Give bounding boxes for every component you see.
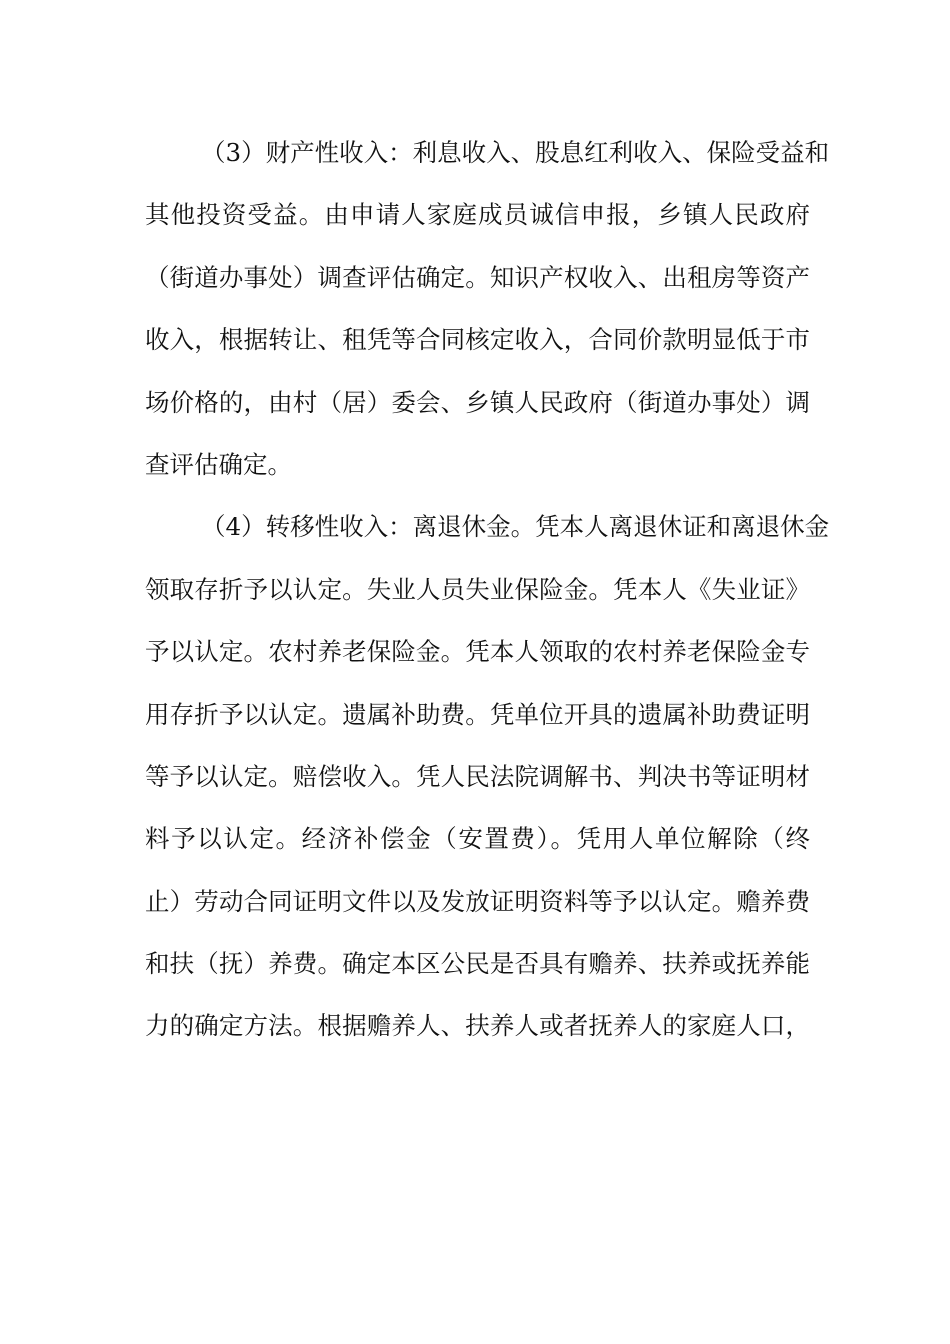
paragraph-4-line-8: 和扶（抚）养费。确定本区公民是否具有赡养、扶养或抚养能: [145, 949, 810, 979]
paragraph-4-line-3: 予以认定。农村养老保险金。凭本人领取的农村养老保险金专: [145, 637, 810, 667]
paragraph-3-line-3: （街道办事处）调查评估确定。知识产权收入、出租房等资产: [145, 262, 810, 292]
paragraph-3-line-6: 查评估确定。: [145, 449, 292, 479]
paragraph-4-line-4: 用存折予以认定。遗属补助费。凭单位开具的遗属补助费证明: [145, 699, 810, 729]
paragraph-4-line-2: 领取存折予以认定。失业人员失业保险金。凭本人《失业证》: [145, 574, 810, 604]
paragraph-4-line-9: 力的确定方法。根据赡养人、扶养人或者抚养人的家庭人口，: [145, 1011, 810, 1041]
paragraph-4-line-1: （4）转移性收入：离退休金。凭本人离退休证和离退休金: [201, 512, 830, 542]
paragraph-3-line-1: （3）财产性收入：利息收入、股息红利收入、保险受益和: [201, 138, 830, 167]
body-text: [145, 127, 830, 1063]
paragraph-3-line-2: 其他投资受益。由申请人家庭成员诚信申报，乡镇人民政府: [145, 200, 810, 230]
paragraph-4-line-6: 料予以认定。经济补偿金（安置费）。凭用人单位解除（终: [145, 824, 810, 854]
paragraph-3-line-4: 收入，根据转让、租凭等合同核定收入，合同价款明显低于市: [145, 325, 810, 355]
paragraph-4-line-7: 止）劳动合同证明文件以及发放证明资料等予以认定。赡养费: [145, 886, 810, 916]
paragraph-3-line-5: 场价格的，由村（居）委会、乡镇人民政府（街道办事处）调: [145, 387, 810, 417]
paragraph-4-line-5: 等予以认定。赔偿收入。凭人民法院调解书、判决书等证明材: [145, 761, 810, 791]
